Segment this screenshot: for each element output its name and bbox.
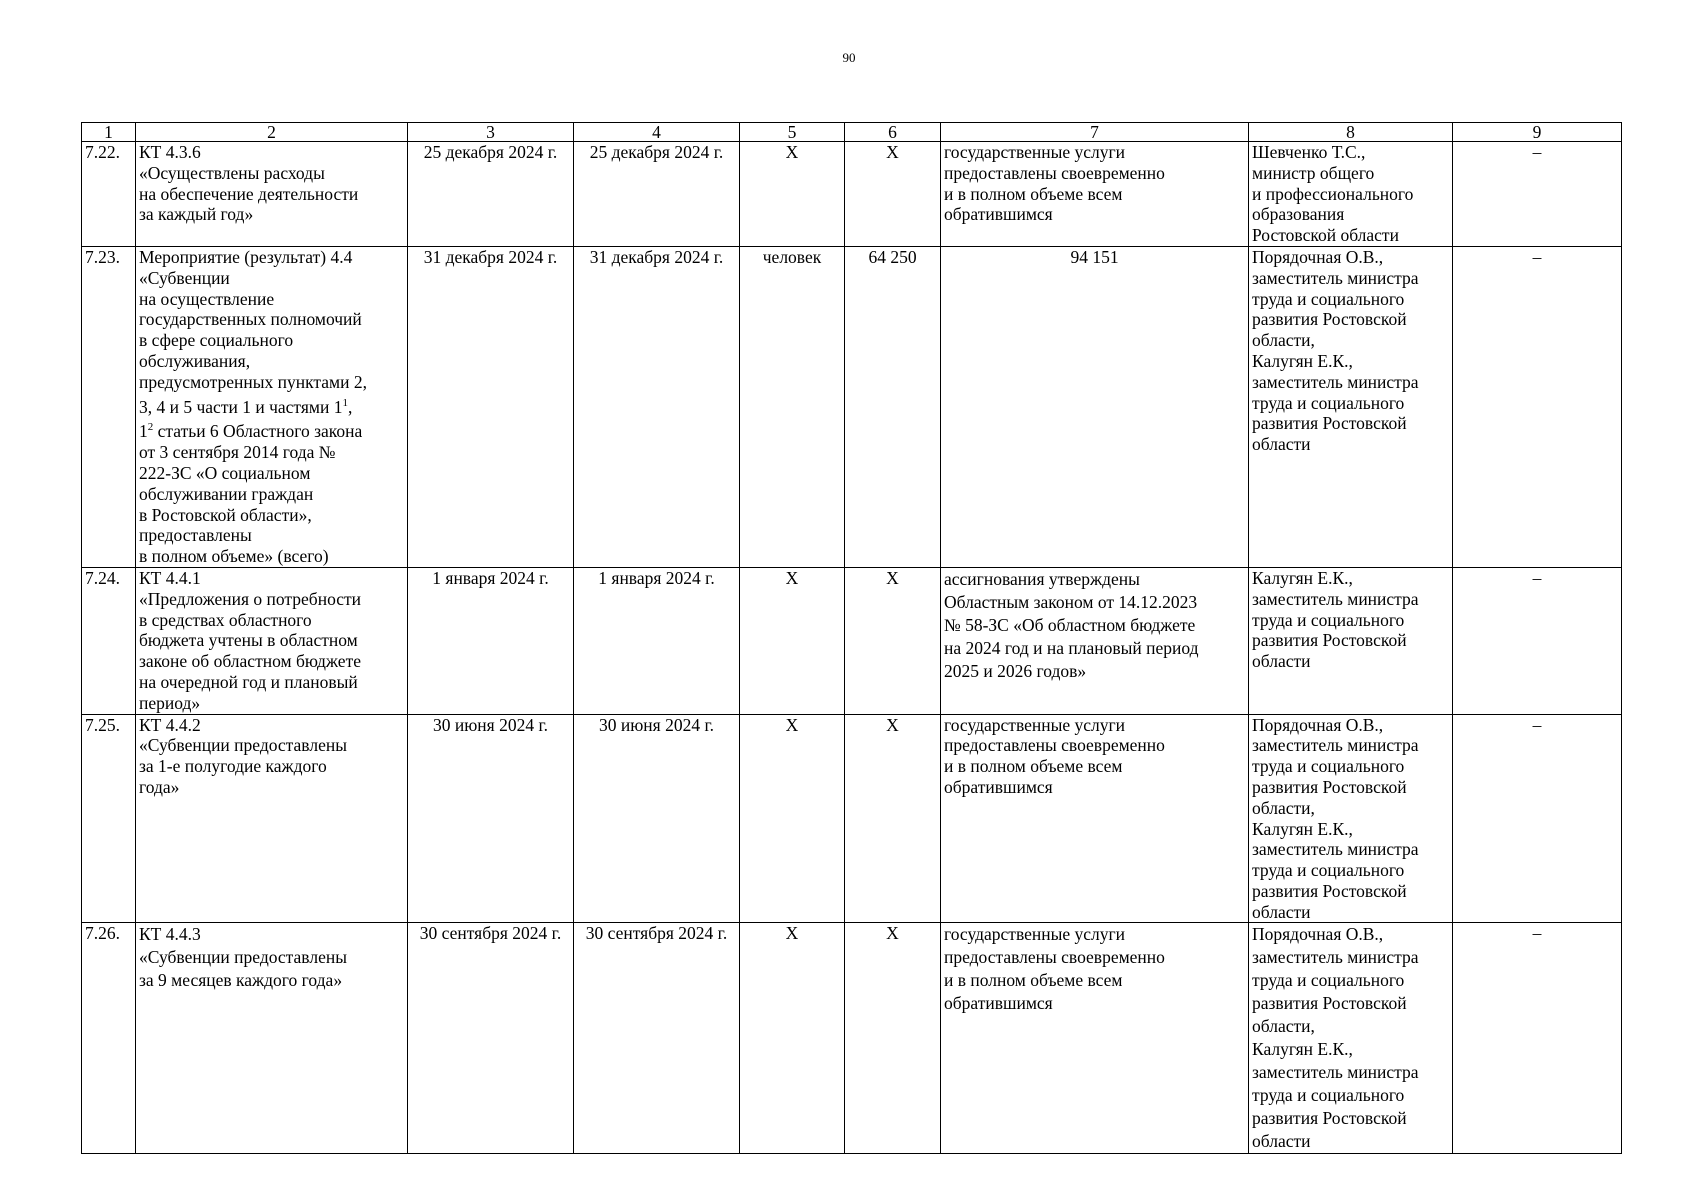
row-responsible: Порядочная О.В., заместитель министра труда и социального развития Ростовской области, Калугян Е.К., заместитель министра труда и социального развития Ростовской области [1249,246,1453,567]
row-number: 7.23. [82,246,136,567]
row-description [136,246,408,567]
row-description: КТ 4.4.1 «Предложения о потребности в средствах областного бюджета учтены в областном законе об областном бюджете на очередной год и плановый период» [136,567,408,714]
row-number: 7.26. [82,923,136,1154]
row-value: 64 250 [845,246,941,567]
header-cell-4: 4 [574,123,740,142]
row-result: ассигнования утверждены Областным законом от 14.12.2023 № 58-ЗС «Об областном бюджете на 2024 год и на плановый период 2025 и 2026 годов» [941,567,1249,714]
row-result: государственные услуги предоставлены своевременно и в полном объеме всем обратившимся [941,923,1249,1154]
row-actual-date: 30 сентября 2024 г. [574,923,740,1154]
row-unit: X [740,567,845,714]
row-planned-date: 30 июня 2024 г. [408,714,574,923]
row-responsible: Порядочная О.В., заместитель министра труда и социального развития Ростовской области, Калугян Е.К., заместитель министра труда и социального развития Ростовской области [1249,923,1453,1154]
row-actual-date: 1 января 2024 г. [574,567,740,714]
row-value: X [845,923,941,1154]
row-planned-date: 31 декабря 2024 г. [408,246,574,567]
table-row [82,142,1622,247]
row-result: 94 151 [941,246,1249,567]
row-planned-date: 1 января 2024 г. [408,567,574,714]
row-unit: человек [740,246,845,567]
header-cell-7: 7 [941,123,1249,142]
row-note: – [1453,714,1622,923]
row-value: X [845,714,941,923]
row-note: – [1453,246,1622,567]
row-planned-date: 25 декабря 2024 г. [408,142,574,247]
row-actual-date: 31 декабря 2024 г. [574,246,740,567]
row-responsible: Порядочная О.В., заместитель министра труда и социального развития Ростовской области, Калугян Е.К., заместитель министра труда и социального развития Ростовской области [1249,714,1453,923]
header-cell-3: 3 [408,123,574,142]
header-cell-9: 9 [1453,123,1622,142]
row-description: КТ 4.4.3 «Субвенции предоставлены за 9 месяцев каждого года» [136,923,408,1154]
row-description-part: статьи 6 Областного закона от 3 сентября 2014 года № 222-ЗС «О социальном обслуживании граждан в Ростовской области», предоставлены в полном объеме» (всего) [139,421,363,567]
table-row [82,714,1622,923]
superscript: 1 [342,396,348,409]
table-row [82,567,1622,714]
header-cell-6: 6 [845,123,941,142]
header-cell-1: 1 [82,123,136,142]
superscript: 2 [147,421,154,434]
row-note: – [1453,567,1622,714]
row-value: X [845,142,941,247]
header-cell-2: 2 [136,123,408,142]
row-number: 7.22. [82,142,136,247]
row-number: 7.25. [82,714,136,923]
row-description-part: Мероприятие (результат) 4.4 «Субвенции на осуществление государственных полномочий в сфере социального обслуживания, предусмотренных пунктами 2, 3, 4 и 5 части 1 и частями 1 [139,246,367,417]
page-number: 90 [842,50,856,65]
row-actual-date: 25 декабря 2024 г. [574,142,740,247]
row-note: – [1453,923,1622,1154]
header-row [82,123,1622,142]
table-row [82,923,1622,1154]
row-unit: X [740,714,845,923]
table-row [82,246,1622,567]
header-cell-5: 5 [740,123,845,142]
row-responsible: Калугян Е.К., заместитель министра труда и социального развития Ростовской области [1249,567,1453,714]
row-number: 7.24. [82,567,136,714]
row-unit: X [740,142,845,247]
row-description: КТ 4.4.2 «Субвенции предоставлены за 1-е полугодие каждого года» [136,714,408,923]
row-result: государственные услуги предоставлены своевременно и в полном объеме всем обратившимся [941,142,1249,247]
row-value: X [845,567,941,714]
row-result: государственные услуги предоставлены своевременно и в полном объеме всем обратившимся [941,714,1249,923]
row-note: – [1453,142,1622,247]
row-unit: X [740,923,845,1154]
row-responsible: Шевченко Т.С., министр общего и профессионального образования Ростовской области [1249,142,1453,247]
row-planned-date: 30 сентября 2024 г. [408,923,574,1154]
header-cell-8: 8 [1249,123,1453,142]
schedule-table [81,122,1622,1154]
row-description-part: , 1 [139,396,353,442]
row-description: КТ 4.3.6 «Осуществлены расходы на обеспечение деятельности за каждый год» [136,142,408,247]
row-actual-date: 30 июня 2024 г. [574,714,740,923]
